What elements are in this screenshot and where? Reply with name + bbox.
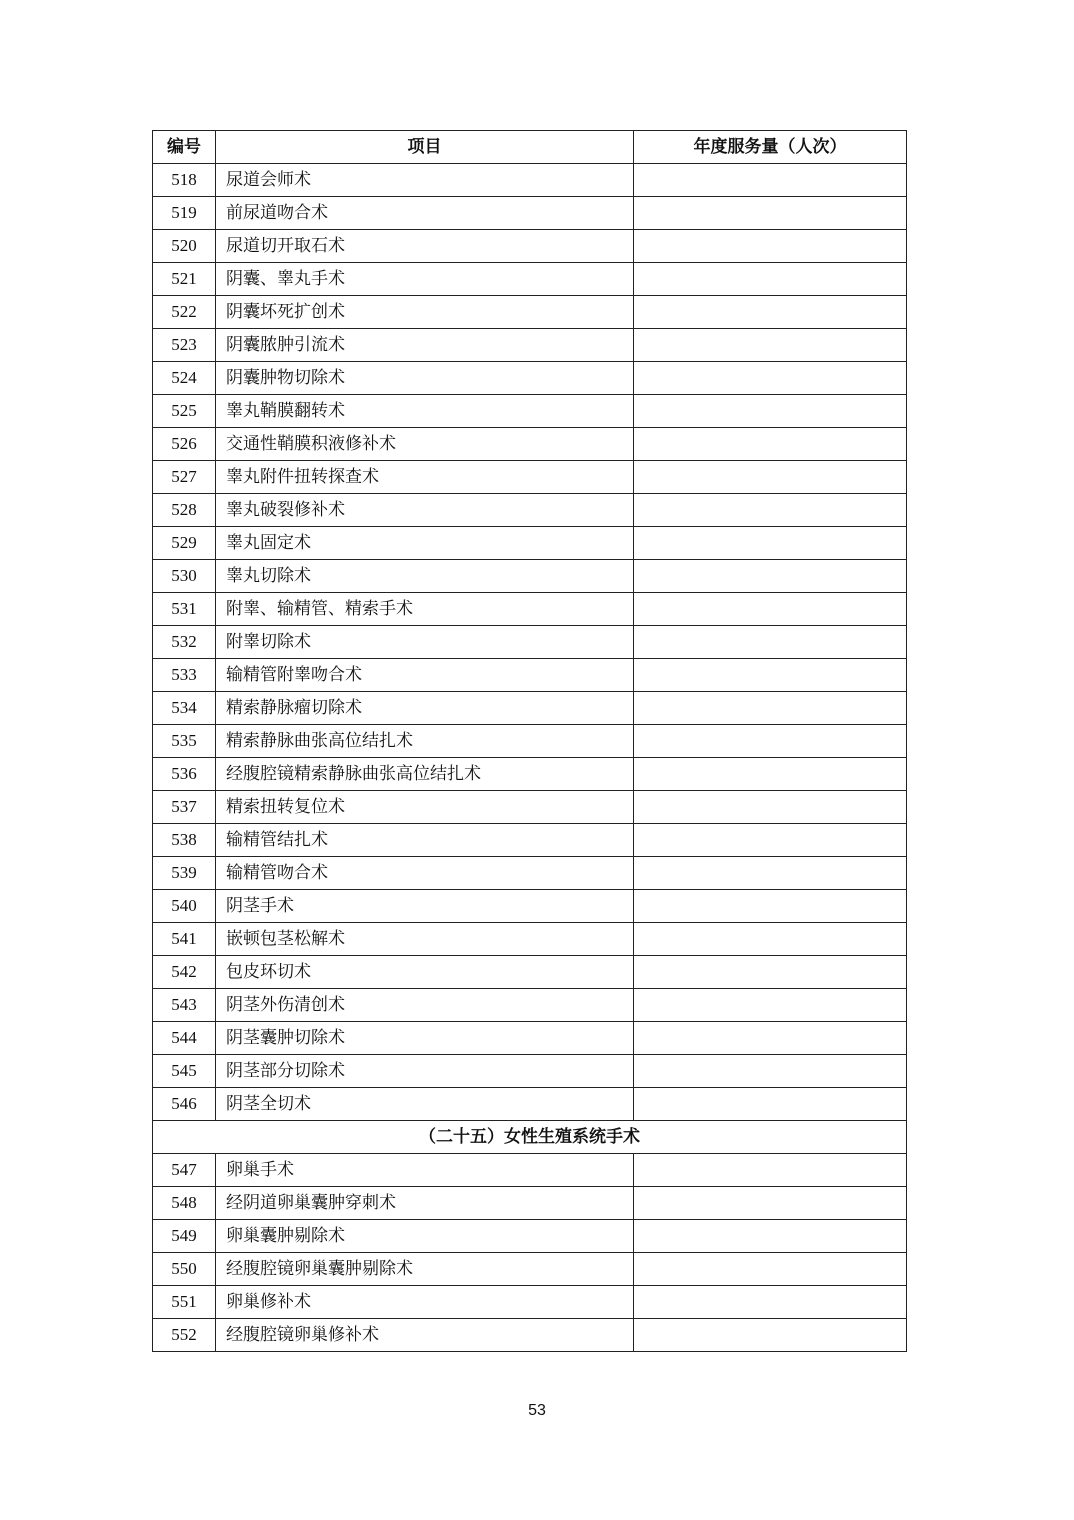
- table-row: [153, 890, 907, 923]
- row-annual-volume: [634, 659, 907, 692]
- row-annual-volume: [634, 1055, 907, 1088]
- row-annual-volume: [634, 395, 907, 428]
- row-number: 524: [153, 362, 216, 395]
- table-row: [153, 857, 907, 890]
- row-annual-volume: [634, 824, 907, 857]
- row-item: 前尿道吻合术: [216, 197, 634, 230]
- page-number: 53: [528, 1402, 546, 1419]
- row-number: 549: [153, 1220, 216, 1253]
- row-annual-volume: [634, 494, 907, 527]
- table-row: [153, 725, 907, 758]
- table-row: [153, 461, 907, 494]
- table-row: [153, 1154, 907, 1187]
- row-annual-volume: [634, 890, 907, 923]
- row-item: 精索扭转复位术: [216, 791, 634, 824]
- table-row: [153, 692, 907, 725]
- row-item: 输精管附睾吻合术: [216, 659, 634, 692]
- table-row: [153, 1319, 907, 1352]
- table-row: [153, 395, 907, 428]
- table-row: [153, 362, 907, 395]
- row-annual-volume: [634, 362, 907, 395]
- header-number: 编号: [153, 131, 216, 164]
- table-row: [153, 1088, 907, 1121]
- row-number: 536: [153, 758, 216, 791]
- row-item: 阴囊肿物切除术: [216, 362, 634, 395]
- table-row: [153, 791, 907, 824]
- row-item: 睾丸固定术: [216, 527, 634, 560]
- row-annual-volume: [634, 1286, 907, 1319]
- row-number: 532: [153, 626, 216, 659]
- row-item: 交通性鞘膜积液修补术: [216, 428, 634, 461]
- row-item: 阴囊坏死扩创术: [216, 296, 634, 329]
- table-row: [153, 659, 907, 692]
- row-item: 卵巢手术: [216, 1154, 634, 1187]
- row-item: 经腹腔镜精索静脉曲张高位结扎术: [216, 758, 634, 791]
- row-number: 529: [153, 527, 216, 560]
- table-row: [153, 1220, 907, 1253]
- row-annual-volume: [634, 593, 907, 626]
- row-annual-volume: [634, 956, 907, 989]
- row-number: 530: [153, 560, 216, 593]
- table-row: [153, 494, 907, 527]
- table-row: [153, 1253, 907, 1286]
- row-annual-volume: [634, 725, 907, 758]
- table-body-female: [153, 1154, 907, 1352]
- service-volume-table: [152, 130, 907, 1352]
- row-number: 533: [153, 659, 216, 692]
- row-annual-volume: [634, 758, 907, 791]
- table-body-male: [153, 164, 907, 1121]
- row-item: 卵巢囊肿剔除术: [216, 1220, 634, 1253]
- row-item: 阴茎全切术: [216, 1088, 634, 1121]
- row-annual-volume: [634, 1319, 907, 1352]
- row-item: 尿道切开取石术: [216, 230, 634, 263]
- row-annual-volume: [634, 626, 907, 659]
- row-annual-volume: [634, 857, 907, 890]
- row-number: 522: [153, 296, 216, 329]
- row-annual-volume: [634, 197, 907, 230]
- row-item: 包皮环切术: [216, 956, 634, 989]
- row-number: 537: [153, 791, 216, 824]
- row-number: 531: [153, 593, 216, 626]
- row-item: 附睾切除术: [216, 626, 634, 659]
- table-row: [153, 428, 907, 461]
- row-item: 经阴道卵巢囊肿穿刺术: [216, 1187, 634, 1220]
- row-item: 阴茎外伤清创术: [216, 989, 634, 1022]
- row-annual-volume: [634, 164, 907, 197]
- row-item: 阴茎囊肿切除术: [216, 1022, 634, 1055]
- row-item: 精索静脉曲张高位结扎术: [216, 725, 634, 758]
- row-annual-volume: [634, 428, 907, 461]
- row-number: 523: [153, 329, 216, 362]
- row-annual-volume: [634, 1154, 907, 1187]
- row-number: 539: [153, 857, 216, 890]
- section-title: （二十五）女性生殖系统手术: [153, 1121, 907, 1154]
- row-item: 经腹腔镜卵巢修补术: [216, 1319, 634, 1352]
- row-annual-volume: [634, 1187, 907, 1220]
- row-item: 睾丸破裂修补术: [216, 494, 634, 527]
- row-item: 阴囊脓肿引流术: [216, 329, 634, 362]
- table-row: [153, 1022, 907, 1055]
- table-row: [153, 1286, 907, 1319]
- table-header-row: [153, 131, 907, 164]
- row-item: 阴囊、睾丸手术: [216, 263, 634, 296]
- row-annual-volume: [634, 461, 907, 494]
- table-row: [153, 989, 907, 1022]
- row-number: 543: [153, 989, 216, 1022]
- row-annual-volume: [634, 989, 907, 1022]
- row-number: 521: [153, 263, 216, 296]
- row-number: 528: [153, 494, 216, 527]
- table-row: [153, 956, 907, 989]
- row-number: 546: [153, 1088, 216, 1121]
- header-annual-volume: 年度服务量（人次）: [634, 131, 907, 164]
- table-row: [153, 626, 907, 659]
- section-row: [153, 1121, 907, 1154]
- header-item: 项目: [216, 131, 634, 164]
- table-row: [153, 329, 907, 362]
- row-annual-volume: [634, 791, 907, 824]
- row-annual-volume: [634, 1022, 907, 1055]
- row-number: 541: [153, 923, 216, 956]
- table-row: [153, 824, 907, 857]
- row-number: 519: [153, 197, 216, 230]
- row-number: 540: [153, 890, 216, 923]
- table-row: [153, 593, 907, 626]
- row-item: 附睾、输精管、精索手术: [216, 593, 634, 626]
- row-number: 535: [153, 725, 216, 758]
- row-number: 545: [153, 1055, 216, 1088]
- row-annual-volume: [634, 692, 907, 725]
- row-number: 542: [153, 956, 216, 989]
- table-row: [153, 263, 907, 296]
- row-annual-volume: [634, 296, 907, 329]
- row-number: 547: [153, 1154, 216, 1187]
- table-row: [153, 560, 907, 593]
- table-row: [153, 197, 907, 230]
- row-number: 550: [153, 1253, 216, 1286]
- row-number: 520: [153, 230, 216, 263]
- table-row: [153, 527, 907, 560]
- table-row: [153, 230, 907, 263]
- row-item: 输精管结扎术: [216, 824, 634, 857]
- row-item: 卵巢修补术: [216, 1286, 634, 1319]
- table-row: [153, 758, 907, 791]
- row-item: 睾丸鞘膜翻转术: [216, 395, 634, 428]
- row-item: 阴茎部分切除术: [216, 1055, 634, 1088]
- table-row: [153, 923, 907, 956]
- row-annual-volume: [634, 1088, 907, 1121]
- row-annual-volume: [634, 560, 907, 593]
- row-annual-volume: [634, 263, 907, 296]
- row-number: 552: [153, 1319, 216, 1352]
- table-section: [153, 1121, 907, 1154]
- row-number: 518: [153, 164, 216, 197]
- table-row: [153, 1055, 907, 1088]
- row-item: 睾丸附件扭转探查术: [216, 461, 634, 494]
- row-item: 嵌顿包茎松解术: [216, 923, 634, 956]
- row-annual-volume: [634, 923, 907, 956]
- row-item: 经腹腔镜卵巢囊肿剔除术: [216, 1253, 634, 1286]
- row-item: 输精管吻合术: [216, 857, 634, 890]
- row-number: 534: [153, 692, 216, 725]
- row-annual-volume: [634, 230, 907, 263]
- row-item: 睾丸切除术: [216, 560, 634, 593]
- row-number: 527: [153, 461, 216, 494]
- row-number: 551: [153, 1286, 216, 1319]
- table-row: [153, 164, 907, 197]
- row-item: 尿道会师术: [216, 164, 634, 197]
- row-item: 阴茎手术: [216, 890, 634, 923]
- row-number: 548: [153, 1187, 216, 1220]
- row-annual-volume: [634, 329, 907, 362]
- table-row: [153, 1187, 907, 1220]
- row-number: 544: [153, 1022, 216, 1055]
- row-number: 526: [153, 428, 216, 461]
- row-annual-volume: [634, 1253, 907, 1286]
- row-item: 精索静脉瘤切除术: [216, 692, 634, 725]
- row-annual-volume: [634, 1220, 907, 1253]
- row-annual-volume: [634, 527, 907, 560]
- row-number: 538: [153, 824, 216, 857]
- table-row: [153, 296, 907, 329]
- row-number: 525: [153, 395, 216, 428]
